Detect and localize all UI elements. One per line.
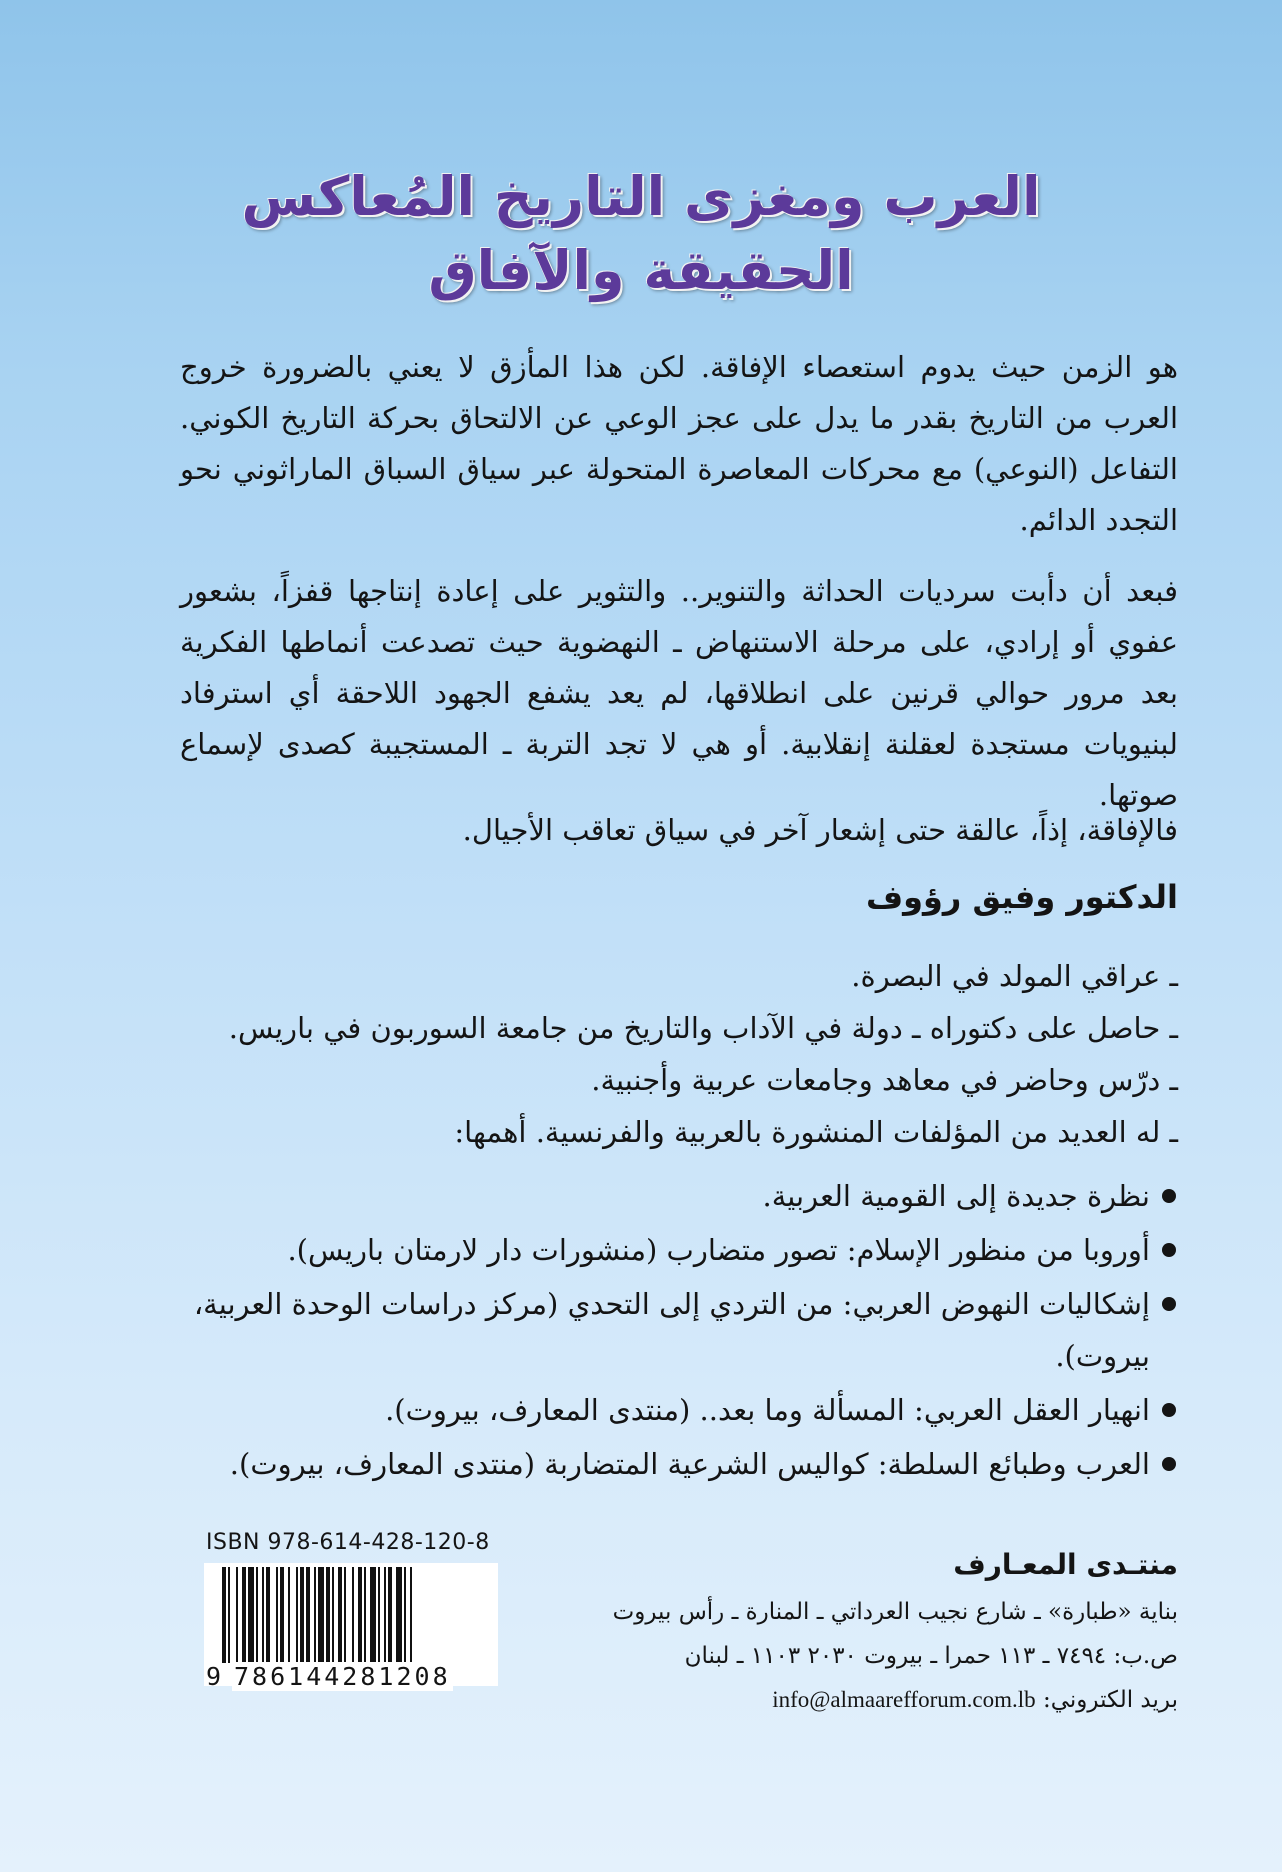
- bullet-icon: [1162, 1243, 1176, 1257]
- blurb-paragraph-1: هو الزمن حيث يدوم استعصاء الإفاقة. لكن هذا المأزق لا يعني بالضرورة خروج العرب من التاريخ بقدر ما يدل على عجز الوعي عن الالتحاق بحركة التاريخ الكوني. التفاعل (النوعي) مع محركات المعاصرة المتحولة عبر سياق السباق الماراثوني نحو التجدد الدائم.: [180, 350, 1178, 537]
- author-name: الدكتور وفيق رؤوف: [865, 878, 1178, 916]
- author-bio-list: [180, 950, 1178, 1158]
- barcode-first-digit: 9: [206, 1662, 225, 1691]
- barcode-number: 786144281208: [234, 1662, 451, 1691]
- author-works-list: [180, 1170, 1178, 1492]
- blurb-paragraph-3: فالإفاقة، إذاً، عالقة حتى إشعار آخر في سياق تعاقب الأجيال.: [462, 813, 1178, 847]
- work-item: [180, 1384, 1178, 1436]
- email-label: بريد الكتروني:: [1042, 1687, 1178, 1713]
- bullet-icon: [1162, 1297, 1176, 1311]
- title-block: [0, 160, 1282, 308]
- bullet-icon: [1162, 1457, 1176, 1471]
- bio-item: ـ عراقي المولد في البصرة.: [851, 959, 1178, 993]
- publisher-email-line: [578, 1678, 1178, 1722]
- publisher-info: [578, 1540, 1178, 1722]
- publisher-email: info@almaarefforum.com.lb: [772, 1687, 1036, 1712]
- work-item: [180, 1170, 1178, 1222]
- bio-item: ـ حاصل على دكتوراه ـ دولة في الآداب والتاريخ من جامعة السوربون في باريس.: [228, 1011, 1178, 1045]
- publisher-name: منتـدى المعـارف: [953, 1548, 1178, 1581]
- work-title: أوروبا من منظور الإسلام: تصور متضارب (منشورات دار لارمتان باريس).: [287, 1233, 1150, 1267]
- bio-item: ـ درّس وحاضر في معاهد وجامعات عربية وأجنبية.: [591, 1063, 1178, 1097]
- work-title: نظرة جديدة إلى القومية العربية.: [762, 1179, 1150, 1213]
- work-item: [180, 1224, 1178, 1276]
- work-title: العرب وطبائع السلطة: كواليس الشرعية المتضاربة (منتدى المعارف، بيروت).: [229, 1447, 1150, 1481]
- bullet-icon: [1162, 1403, 1176, 1417]
- work-title: إشكاليات النهوض العربي: من التردي إلى التحدي (مركز دراسات الوحدة العربية، بيروت).: [193, 1287, 1150, 1373]
- publisher-po-box: ص.ب: ٧٤٩٤ ـ ١١٣ حمرا ـ بيروت ٢٠٣٠ ١١٠٣ ـ لبنان: [684, 1643, 1178, 1669]
- work-title: انهيار العقل العربي: المسألة وما بعد.. (منتدى المعارف، بيروت).: [385, 1393, 1150, 1427]
- barcode-digits: [206, 1662, 496, 1692]
- isbn-label: ISBN 978-614-428-120-8: [206, 1530, 490, 1555]
- book-title: العرب ومغزى التاريخ المُعاكس: [241, 165, 1041, 228]
- work-item: [180, 1438, 1178, 1490]
- book-subtitle: الحقيقة والآفاق: [428, 239, 854, 302]
- blurb-paragraph-2: فبعد أن دأبت سرديات الحداثة والتنوير.. والتثوير على إعادة إنتاجها قفزاً، بشعور عفوي أو إرادي، على مرحلة الاستنهاض ـ النهضوية حيث تصدعت أنماطها الفكرية بعد مرور حوالي قرنين على انطلاقها، لم يعد يشفع الجهود اللاحقة أي استرفاد لبنيويات مستجدة لعقلنة إنقلابية. أو هي لا تجد التربة ـ المستجيبة كصدى لإسماع صوتها.: [180, 574, 1178, 812]
- bullet-icon: [1162, 1189, 1176, 1203]
- bio-item: ـ له العديد من المؤلفات المنشورة بالعربية والفرنسية. أهمها:: [454, 1115, 1178, 1149]
- publisher-address: بناية «طبارة» ـ شارع نجيب العرداتي ـ المنارة ـ رأس بيروت: [612, 1599, 1178, 1625]
- work-item: [180, 1278, 1178, 1382]
